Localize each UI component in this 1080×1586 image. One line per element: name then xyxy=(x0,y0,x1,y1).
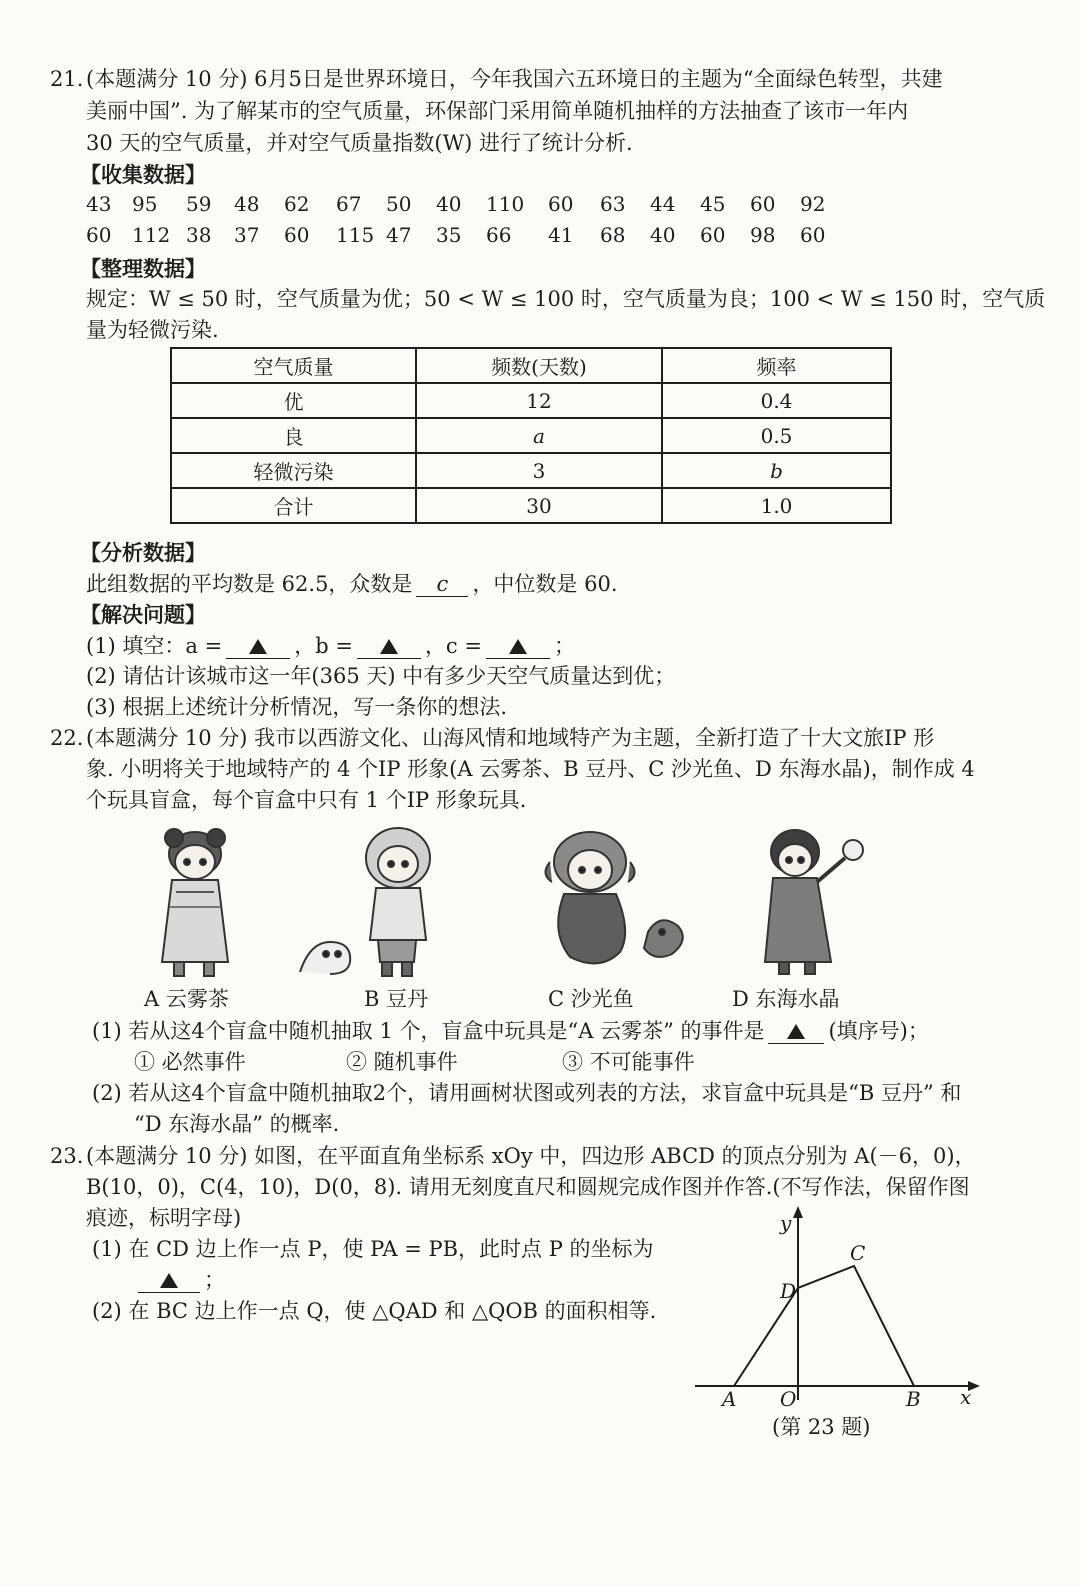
rule-line2: 量为轻微污染. xyxy=(86,318,219,342)
data-value: 68 xyxy=(600,223,626,247)
q21-part1 xyxy=(86,631,575,661)
data-value: 60 xyxy=(284,223,310,247)
table-cell: a xyxy=(416,418,662,453)
data-value: 66 xyxy=(486,223,512,247)
data-value: 47 xyxy=(386,223,412,247)
q23-part1-post: ； xyxy=(204,1268,225,1292)
label-y: y xyxy=(780,1211,792,1235)
doudan-figure xyxy=(290,822,450,982)
label-x: x xyxy=(960,1385,972,1409)
q21-stem-line3: 30 天的空气质量，并对空气质量指数(W) 进行了统计分析. xyxy=(86,131,633,155)
label-d: D xyxy=(780,1279,797,1303)
table-cell: 3 xyxy=(416,453,662,488)
data-value: 43 xyxy=(86,192,112,216)
table-header-row xyxy=(171,348,891,383)
data-value: 60 xyxy=(700,223,726,247)
q22-part1-post: (填序号)； xyxy=(828,1019,929,1043)
triangle-icon xyxy=(160,1273,178,1288)
label-b: B xyxy=(906,1387,921,1410)
q23-part1-line1: (1) 在 CD 边上作一点 P，使 PA = PB，此时点 P 的坐标为 xyxy=(92,1237,654,1261)
data-value: 35 xyxy=(436,223,462,247)
data-value: 44 xyxy=(650,192,676,216)
triangle-icon xyxy=(787,1024,805,1039)
data-value: 98 xyxy=(750,223,776,247)
table-row xyxy=(171,418,891,453)
q22-stem-line1: (本题满分 10 分) 我市以西游文化、山海风情和地域特产为主题，全新打造了十大文旅IP 形 xyxy=(86,726,935,750)
solve-heading: 【解决问题】 xyxy=(80,602,206,627)
table-row xyxy=(171,488,891,523)
q21-part3: (3) 根据上述统计分析情况，写一条你的想法. xyxy=(86,695,508,719)
label-a: A xyxy=(722,1387,737,1410)
option-impossible: ③ 不可能事件 xyxy=(562,1050,695,1074)
donghai-shuijing-figure xyxy=(745,822,885,982)
q22-part2-line2: “D 东海水晶” 的概率. xyxy=(134,1112,340,1136)
table-cell: 1.0 xyxy=(662,488,891,523)
q23-part1-line2 xyxy=(134,1265,225,1295)
collect-heading: 【收集数据】 xyxy=(80,162,206,187)
data-value: 40 xyxy=(436,192,462,216)
yunwucha-figure xyxy=(140,822,280,982)
data-value: 37 xyxy=(234,223,260,247)
data-value: 59 xyxy=(186,192,212,216)
table-cell: 良 xyxy=(171,418,416,453)
data-value: 38 xyxy=(186,223,212,247)
table-row xyxy=(171,383,891,418)
table-row xyxy=(171,453,891,488)
option-certain: ① 必然事件 xyxy=(134,1050,246,1074)
q21-part1-pre: (1) 填空：a = xyxy=(86,634,223,658)
data-value: 60 xyxy=(750,192,776,216)
q21-part1-mid2: ，c = xyxy=(424,634,482,658)
data-value: 67 xyxy=(336,192,362,216)
table-header: 空气质量 xyxy=(171,348,416,383)
data-value: 92 xyxy=(800,192,826,216)
table-cell: 0.4 xyxy=(662,383,891,418)
answer-blank-b[interactable] xyxy=(357,634,421,659)
table-cell: 0.5 xyxy=(662,418,891,453)
data-value: 95 xyxy=(132,192,158,216)
figure-caption-23: (第 23 题) xyxy=(772,1415,871,1439)
quadrilateral-abcd xyxy=(734,1266,914,1386)
answer-blank-c[interactable] xyxy=(486,634,550,659)
data-value: 63 xyxy=(600,192,626,216)
table-cell: 优 xyxy=(171,383,416,418)
organize-heading: 【整理数据】 xyxy=(80,256,206,281)
q21-number: 21. xyxy=(50,67,84,91)
q21-part1-mid1: ，b = xyxy=(294,634,353,658)
q22-number: 22. xyxy=(50,726,84,750)
q21-part1-post: ； xyxy=(553,634,575,658)
figure-caption-c: C 沙光鱼 xyxy=(548,987,634,1011)
table-cell: 轻微污染 xyxy=(171,453,416,488)
triangle-icon xyxy=(249,639,267,654)
data-value: 115 xyxy=(336,223,375,247)
y-axis-arrow-icon xyxy=(793,1206,803,1218)
q23-stem-line3: 痕迹，标明字母) xyxy=(86,1206,242,1230)
data-value: 60 xyxy=(548,192,574,216)
data-value: 62 xyxy=(284,192,310,216)
q21-stem-line1: (本题满分 10 分) 6月5日是世界环境日，今年我国六五环境日的主题为“全面绿色转型，共建 xyxy=(86,67,943,91)
rule-line1: 规定：W ≤ 50 时，空气质量为优；50 < W ≤ 100 时，空气质量为良；100 < W ≤ 150 时，空气质 xyxy=(86,287,1046,311)
analyze-text xyxy=(86,569,618,599)
data-value: 60 xyxy=(86,223,112,247)
data-value: 45 xyxy=(700,192,726,216)
frequency-table xyxy=(170,347,892,524)
q22-stem-line3: 个玩具盲盒，每个盲盒中只有 1 个IP 形象玩具. xyxy=(86,788,527,812)
q22-part1-pre: (1) 若从这4个盲盒中随机抽取 1 个，盲盒中玩具是“A 云雾茶” 的事件是 xyxy=(92,1019,765,1043)
table-cell: 12 xyxy=(416,383,662,418)
figure-caption-a: A 云雾茶 xyxy=(144,987,229,1011)
coordinate-figure xyxy=(690,1200,990,1410)
data-value: 112 xyxy=(132,223,171,247)
analyze-text-pre: 此组数据的平均数是 62.5，众数是 xyxy=(86,572,413,596)
option-random: ② 随机事件 xyxy=(346,1050,458,1074)
q21-stem-line2: 美丽中国”. 为了解某市的空气质量，环保部门采用简单随机抽样的方法抽查了该市一年内 xyxy=(86,99,909,123)
data-value: 48 xyxy=(234,192,260,216)
analyze-heading: 【分析数据】 xyxy=(80,540,206,565)
mode-blank: c xyxy=(416,572,468,597)
q21-part2: (2) 请估计该城市这一年(365 天) 中有多少天空气质量达到优； xyxy=(86,664,676,688)
table-header: 频率 xyxy=(662,348,891,383)
q23-stem-line2: B(10，0)，C(4，10)，D(0，8). 请用无刻度直尺和圆规完成作图并作答.(不写作法，保留作图 xyxy=(86,1175,970,1199)
answer-blank-p[interactable] xyxy=(138,1268,200,1293)
data-value: 41 xyxy=(548,223,574,247)
triangle-icon xyxy=(380,639,398,654)
q23-part2: (2) 在 BC 边上作一点 Q，使 △QAD 和 △QOB 的面积相等. xyxy=(92,1299,657,1323)
shaguangyu-figure xyxy=(540,822,700,982)
q23-stem-line1: (本题满分 10 分) 如图，在平面直角坐标系 xOy 中，四边形 ABCD 的顶点分别为 A(－6，0)， xyxy=(86,1144,976,1168)
figure-caption-b: B 豆丹 xyxy=(364,987,429,1011)
table-header: 频数(天数) xyxy=(416,348,662,383)
triangle-icon xyxy=(509,639,527,654)
figure-caption-d: D 东海水晶 xyxy=(732,987,840,1011)
q22-stem-line2: 象. 小明将关于地域特产的 4 个IP 形象(A 云雾茶、B 豆丹、C 沙光鱼、D 东海水晶)，制作成 4 xyxy=(86,757,975,781)
label-o: O xyxy=(780,1387,797,1410)
q23-number: 23. xyxy=(50,1144,84,1168)
q22-part1 xyxy=(92,1016,929,1046)
data-value: 50 xyxy=(386,192,412,216)
analyze-text-post: ，中位数是 60. xyxy=(472,572,618,596)
answer-blank-event[interactable] xyxy=(768,1019,824,1044)
table-cell: 合计 xyxy=(171,488,416,523)
data-value: 60 xyxy=(800,223,826,247)
answer-blank-a[interactable] xyxy=(226,634,290,659)
data-value: 40 xyxy=(650,223,676,247)
data-value: 110 xyxy=(486,192,525,216)
table-cell: 30 xyxy=(416,488,662,523)
label-c: C xyxy=(850,1241,866,1265)
q22-part2-line1: (2) 若从这4个盲盒中随机抽取2个，请用画树状图或列表的方法，求盲盒中玩具是“B 豆丹” 和 xyxy=(92,1081,962,1105)
table-cell: b xyxy=(662,453,891,488)
